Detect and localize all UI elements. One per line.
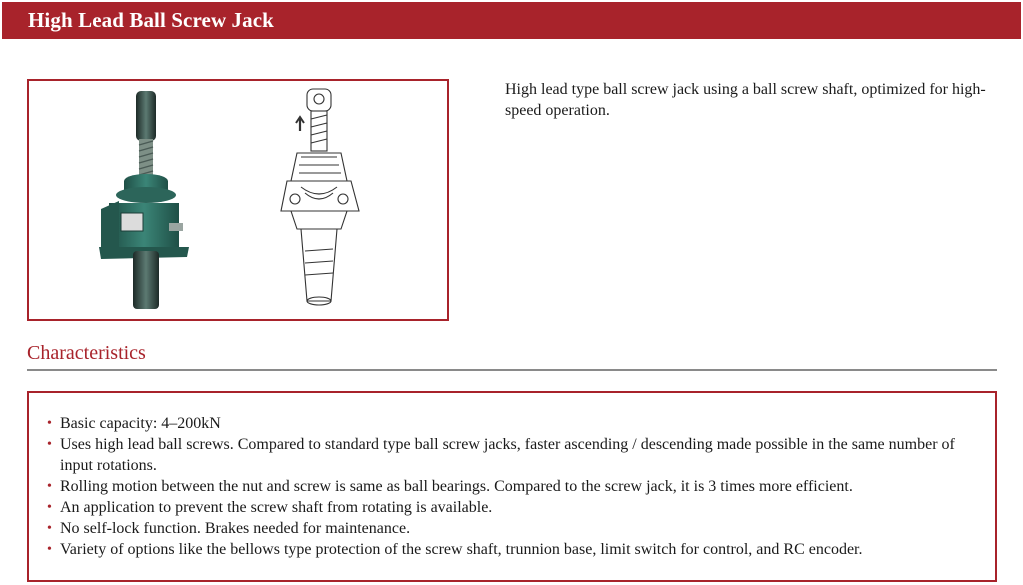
characteristics-list [47, 413, 967, 560]
list-item-text: No self-lock function. Brakes needed for maintenance. [60, 520, 411, 537]
bullet-icon: • [47, 542, 52, 557]
list-item [47, 518, 967, 539]
list-item-text: Uses high lead ball screws. Compared to standard type ball screw jacks, faster ascending / descending made possible in the same number of input rotations. [60, 436, 955, 474]
ball-screw-jack-illustration [29, 81, 447, 319]
list-item [47, 539, 967, 560]
page-title-bar [2, 2, 1021, 39]
characteristics-box [27, 391, 997, 582]
list-item-text: Rolling motion between the nut and screw is same as ball bearings. Compared to the screw jack, it is 3 times more efficient. [60, 478, 853, 495]
page-title: High Lead Ball Screw Jack [28, 8, 274, 32]
section-divider [27, 369, 997, 371]
list-item [47, 434, 967, 476]
bullet-icon: • [47, 437, 52, 452]
product-description: High lead type ball screw jack using a ball screw shaft, optimized for high-speed operation. [505, 81, 986, 119]
bullet-icon: • [47, 416, 52, 431]
list-item [47, 476, 967, 497]
bullet-icon: • [47, 500, 52, 515]
characteristics-heading: Characteristics [27, 342, 146, 364]
bullet-icon: • [47, 521, 52, 536]
list-item-text: Basic capacity: 4–200kN [60, 415, 221, 432]
list-item-text: Variety of options like the bellows type protection of the screw shaft, trunnion base, limit switch for control, and RC encoder. [60, 541, 863, 558]
list-item [47, 413, 967, 434]
list-item-text: An application to prevent the screw shaft from rotating is available. [60, 499, 493, 516]
jack-cutaway-drawing [281, 89, 359, 305]
bullet-icon: • [47, 479, 52, 494]
product-image-frame [27, 79, 449, 321]
jack-photo [99, 91, 189, 309]
list-item [47, 497, 967, 518]
